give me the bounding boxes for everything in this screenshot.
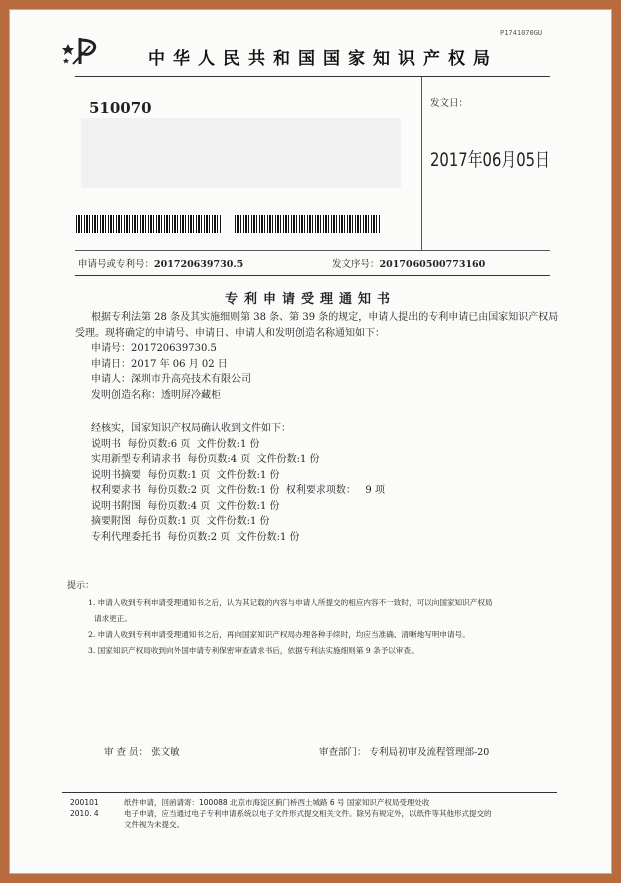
notes-list	[88, 595, 558, 659]
application-number-label: 申请号或专利号：	[78, 259, 155, 270]
intro-line-2: 受理。现将确定的申请号、申请日、申请人和发明创造名称通知如下：	[75, 327, 385, 339]
file-item: 说明书 每份页数:6 页 文件份数:1 份	[91, 438, 260, 450]
file-item: 专利代理委托书 每份页数:2 页 文件份数:1 份	[91, 531, 300, 543]
dispatch-number-row	[332, 258, 485, 271]
file-item: 说明书附图 每份页数:4 页 文件份数:1 份	[91, 500, 280, 512]
department-label: 审查部门：	[319, 747, 367, 758]
document-title: 专利申请受理通知书	[224, 292, 396, 307]
examiner-name: 张文敏	[151, 747, 180, 758]
note-1-line-1: 1. 申请人收到专利申请受理通知书之后，认为其记载的内容与申请人所提交的相应内容不一致时，可以向国家知识产权局	[88, 598, 493, 607]
note-3: 3. 国家知识产权局收到向外国申请专利保密审查请求书后，依据专利法实施细则第 9 条予以审查。	[88, 646, 419, 655]
organization-name: 中华人民共和国国家知识产权局	[148, 49, 498, 69]
footer-text	[124, 797, 564, 830]
barcode-left	[76, 215, 222, 233]
file-item: 摘要附图 每份页数:1 页 文件份数:1 份	[91, 516, 270, 527]
barcode-right	[235, 215, 381, 233]
dispatch-number-label: 发文序号：	[332, 259, 380, 270]
address-divider	[421, 77, 422, 250]
detail-invention-title: 发明创造名称：透明屏冷藏柜	[91, 389, 221, 401]
file-item: 说明书摘要 每份页数:1 页 文件份数:1 份	[91, 469, 280, 481]
received-files	[91, 421, 551, 545]
notes-label: 提示：	[67, 581, 95, 591]
footer-line-3: 文件视为未提交。	[124, 820, 184, 829]
detail-list	[75, 341, 555, 403]
examiner-label: 审 查 员：	[104, 747, 149, 758]
notice-body	[75, 310, 559, 403]
file-item: 实用新型专利请求书 每份页数:4 页 文件份数:1 份	[91, 454, 320, 465]
application-number: 201720639730.5	[154, 259, 244, 270]
footer-line-1: 纸件申请，回函请寄：100088 北京市海淀区蓟门桥西土城路 6 号 国家知识产权局受理处收	[124, 798, 430, 807]
footer-code-1: 200101	[70, 798, 99, 807]
department-name: 专利局初审及流程管理部-20	[369, 747, 490, 758]
intro-line-1: 根据专利法第 28 条及其实施细则第 38 条、第 39 条的规定，申请人提出的专利申请已由国家知识产权局	[91, 312, 559, 323]
note-2: 2. 申请人收到专利申请受理通知书之后，再向国家知识产权局办理各种手续时，均应当准确、清晰地写明申请号。	[88, 630, 470, 639]
address-rule	[75, 250, 550, 251]
postal-code: 510070	[89, 99, 152, 117]
detail-application-number: 申请号：201720639730.5	[91, 343, 217, 354]
redacted-address	[81, 118, 401, 188]
footer-line-2: 电子申请，应当通过电子专利申请系统以电子文件形式提交相关文件。除另有规定外，以纸件等其他形式提交的	[124, 809, 492, 818]
verify-line: 经核实，国家知识产权局确认收到文件如下：	[91, 423, 291, 434]
header-rule	[75, 76, 550, 77]
footer-code-2: 2010. 4	[70, 809, 99, 818]
footer-rule	[62, 792, 557, 793]
issue-date-label: 发文日：	[430, 98, 469, 109]
detail-applicant: 申请人：深圳市升高亮技术有限公司	[91, 374, 251, 385]
cnipa-logo-icon	[60, 36, 104, 66]
department-row	[319, 744, 489, 758]
footer-codes	[70, 797, 99, 819]
application-number-row	[78, 258, 243, 271]
issue-date: 2017年06月05日	[430, 149, 550, 171]
examiner-row	[104, 744, 180, 758]
detail-filing-date: 申请日：2017 年 06 月 02 日	[91, 358, 228, 370]
dispatch-number: 2017060500773160	[379, 259, 486, 270]
note-1-line-2: 请求更正。	[94, 614, 132, 623]
file-item: 权利要求书 每份页数:2 页 文件份数:1 份 权利要求项数： 9 项	[91, 485, 385, 496]
document-code: P1741070GU	[500, 29, 543, 37]
number-rule	[75, 275, 550, 276]
